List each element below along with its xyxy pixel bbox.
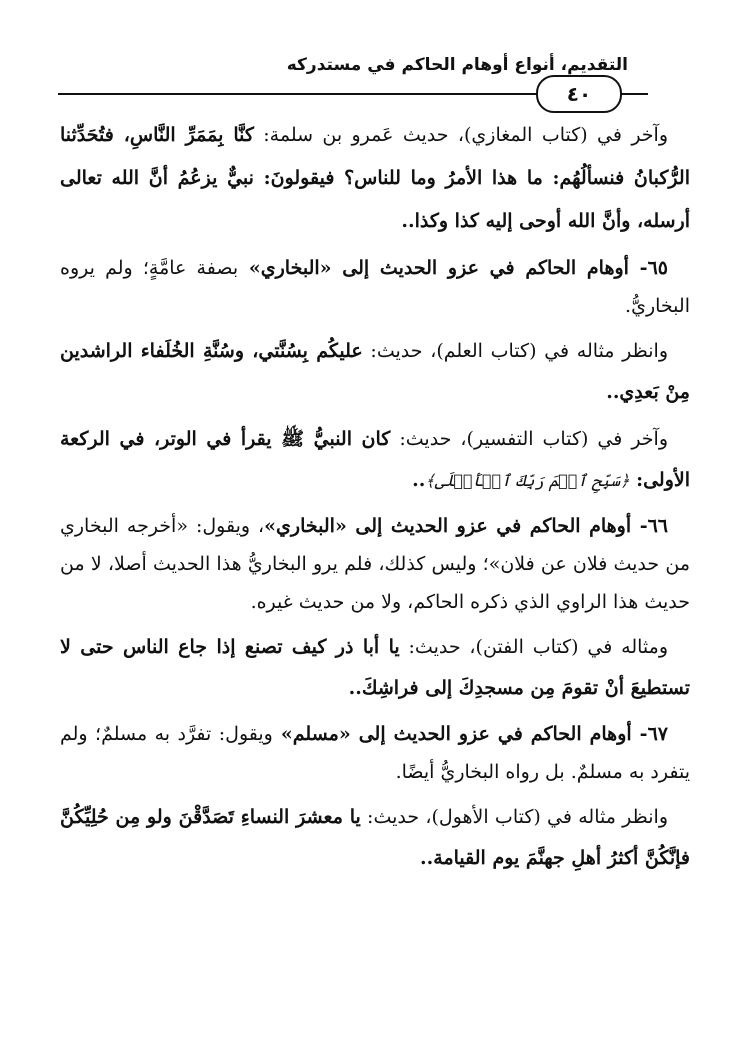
section-heading: أوهام الحاكم في عزو الحديث إلى «مسلم» (272, 723, 632, 745)
section-number: ٦٥- (628, 257, 668, 279)
page-number-badge (536, 75, 622, 113)
page-number: ٤٠ (566, 82, 592, 106)
quran-verse: ﴿سَبِّحِ ٱسۡمَ رَبِّكَ ٱلۡأَعۡلَى﴾ (425, 471, 630, 490)
hadith-end: .. (412, 469, 426, 491)
section-text: ويقول: تفرَّد به مسلمٌ؛ ولم يتفرد به مسلمٌ. بل رواه البخاريُّ أيضًا. (60, 723, 690, 783)
page-body (60, 114, 690, 885)
section-67 (60, 715, 690, 791)
paragraph-intro: وآخر في (كتاب التفسير)، حديث: (390, 428, 668, 450)
paragraph-intro: ومثاله في (كتاب الفتن)، حديث: (399, 636, 669, 658)
paragraph-fitan-example (60, 627, 690, 709)
section-66 (60, 507, 690, 621)
hadith-text: عليكُم بِسُنَّتي، وسُنَّةِ الخُلَفاء الراشدين مِنْ بَعدِي.. (60, 340, 690, 403)
paragraph-intro: وانظر مثاله في (كتاب الأهول)، حديث: (360, 806, 668, 828)
paragraph-ilm-example (60, 331, 690, 413)
section-text: ، ويقول: «أخرجه البخاري من حديث فلان عن فلان»؛ وليس كذلك، فلم يرو البخاريُّ هذا الحديث أصلا، لا من حديث هذا الراوي الذي ذكره الحاكم، ولا من حديث غيره. (60, 515, 690, 613)
section-number: ٦٦- (631, 515, 668, 537)
hadith-text: يا معشرَ النساءِ تَصَدَّقْنَ ولو مِن حُلِيِّكُنَّ فإنَّكُنَّ أكثرُ أهلِ جهنَّمَ يوم القيامة.. (60, 806, 690, 869)
section-heading: أوهام الحاكم في عزو الحديث إلى «البخاري» (238, 257, 629, 279)
running-header-title: التقديم، أنواع أوهام الحاكم في مستدركه (286, 55, 628, 75)
paragraph-tafsir-example (60, 419, 690, 501)
section-heading: أوهام الحاكم في عزو الحديث إلى «البخاري» (264, 515, 632, 537)
hadith-text: كان النبيُّ ﷺ يقرأ في الوتر، في الركعة الأولى: (60, 428, 690, 491)
paragraph-maghazi-example (60, 114, 690, 243)
hadith-text: كنَّا بِمَمَرِّ النَّاسِ، فتُحَدِّثنا الرُّكبانُ فنسألُهُم: ما هذا الأمرُ وما للناس؟ فيقولونَ: نبيٌّ يزعُمُ أنَّ الله تعالى أرسله، وأنَّ الله أوحى إليه كذا وكذا.. (60, 124, 690, 232)
section-65 (60, 249, 690, 325)
paragraph-ahwal-example (60, 797, 690, 879)
paragraph-intro: وانظر مثاله في (كتاب العلم)، حديث: (362, 340, 668, 362)
section-text: بصفة عامَّةٍ؛ ولم يروه البخاريُّ. (60, 257, 690, 317)
hadith-text: يا أبا ذر كيف تصنع إذا جاع الناس حتى لا تستطيعَ أنْ تقومَ مِن مسجدِكَ إلى فراشِكَ.. (60, 636, 690, 699)
paragraph-intro: وآخر في (كتاب المغازي)، حديث عَمرو بن سلمة: (253, 124, 668, 146)
section-number: ٦٧- (631, 723, 668, 745)
